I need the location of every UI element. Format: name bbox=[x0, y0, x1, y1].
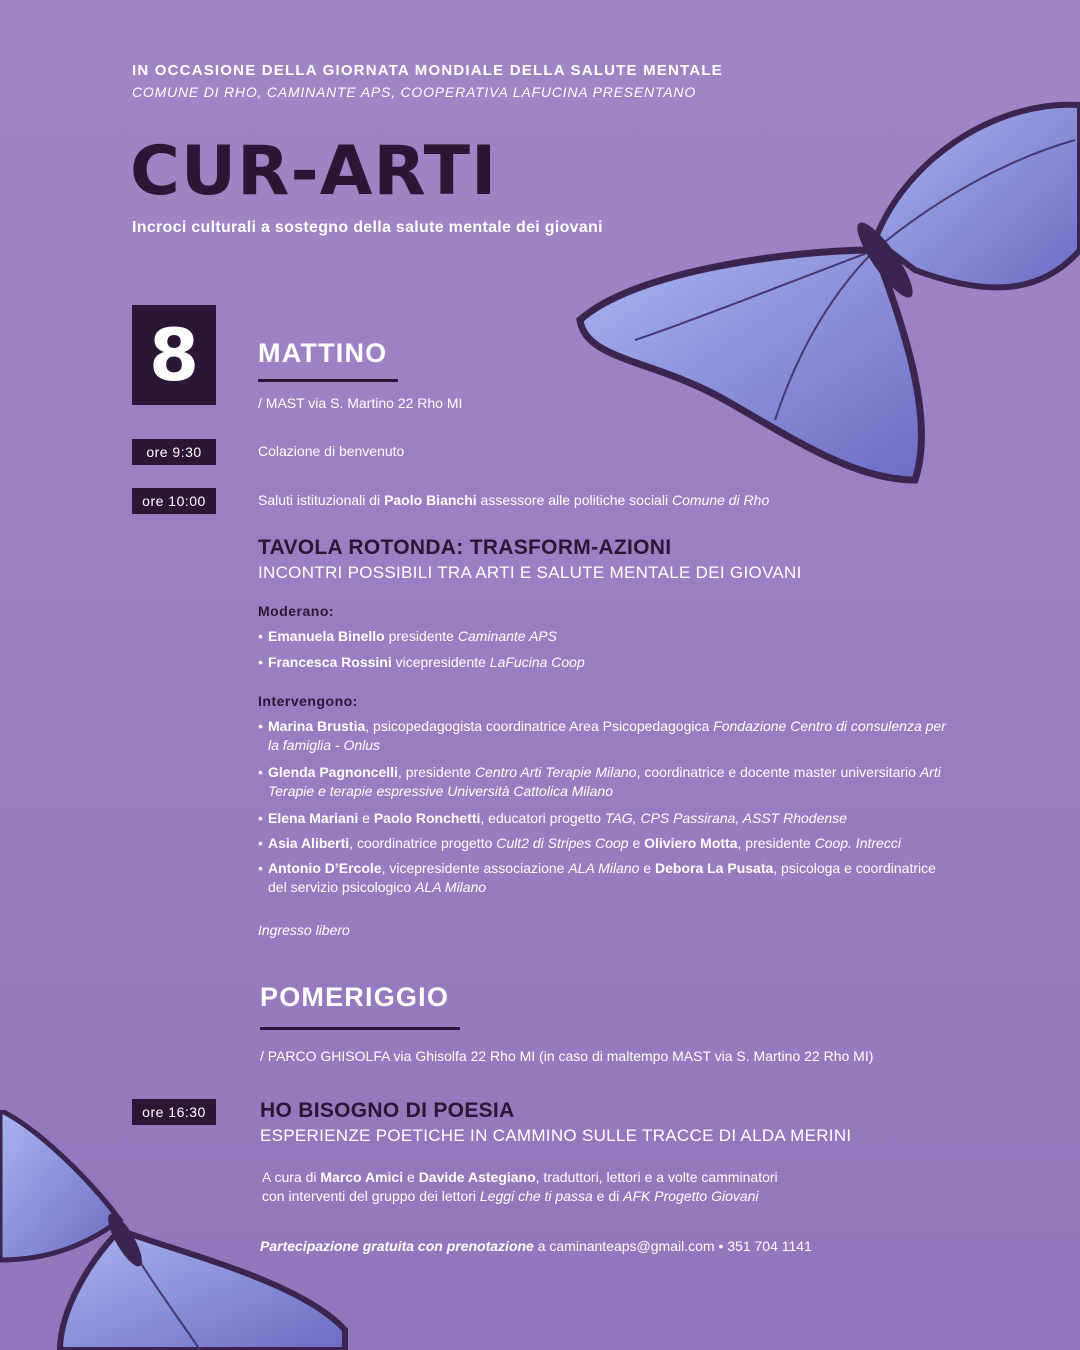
list-item: • Asia Aliberti, coordinatrice progetto Cult2 di Stripes Coop e Oliviero Motta, presidente Coop. Intrecci bbox=[258, 834, 958, 853]
afternoon-heading: POMERIGGIO bbox=[260, 982, 450, 1012]
time-badge: ore 9:30 bbox=[132, 439, 216, 465]
time-badge: ore 16:30 bbox=[132, 1099, 216, 1125]
roundtable-subtitle: INCONTRI POSSIBILI TRA ARTI E SALUTE MENTALE DEI GIOVANI bbox=[258, 563, 802, 582]
time-badge: ore 10:00 bbox=[132, 488, 216, 514]
list-item: • Antonio D’Ercole, vicepresidente associazione ALA Milano e Debora La Pusata, psicologa e coordinatrice del servizio psicologico ALA Milano bbox=[258, 859, 958, 897]
list-item: • Francesca Rossini vicepresidente LaFucina Coop bbox=[258, 653, 958, 672]
booking-info: Partecipazione gratuita con prenotazione a caminanteaps@gmail.com • 351 704 1141 bbox=[260, 1238, 812, 1254]
day-badge: 8 bbox=[132, 305, 216, 405]
moderators-label: Moderano: bbox=[258, 603, 335, 619]
list-item: • Emanuela Binello presidente Caminante APS bbox=[258, 627, 958, 646]
morning-heading: MATTINO bbox=[258, 338, 388, 368]
afternoon-rule bbox=[260, 1027, 460, 1030]
speakers-list bbox=[258, 717, 958, 897]
list-item: • Glenda Pagnoncelli, presidente Centro Arti Terapie Milano, coordinatrice e docente master universitario Arti Terapie e terapie espressive Università Cattolica Milano bbox=[258, 763, 958, 801]
butterfly-icon bbox=[0, 1110, 350, 1350]
speakers-label: Intervengono: bbox=[258, 693, 358, 709]
morning-rule bbox=[258, 379, 398, 382]
roundtable-title: TAVOLA ROTONDA: TRASFORM-AZIONI bbox=[258, 536, 672, 559]
schedule-item: Saluti istituzionali di Paolo Bianchi assessore alle politiche sociali Comune di Rho bbox=[258, 492, 770, 508]
event-subtitle: ESPERIENZE POETICHE IN CAMMINO SULLE TRACCE DI ALDA MERINI bbox=[260, 1126, 852, 1145]
butterfly-icon bbox=[575, 100, 1080, 490]
afternoon-location: / PARCO GHISOLFA via Ghisolfa 22 Rho MI (in caso di maltempo MAST via S. Martino 22 Rho MI) bbox=[260, 1048, 874, 1064]
event-description: A cura di Marco Amici e Davide Astegiano, traduttori, lettori e a volte camminatori con interventi del gruppo dei lettori Leggi che ti passa e di AFK Progetto Giovani bbox=[262, 1169, 778, 1204]
list-item: • Elena Mariani e Paolo Ronchetti, educatori progetto TAG, CPS Passirana, ASST Rhodense bbox=[258, 809, 958, 828]
event-title: HO BISOGNO DI POESIA bbox=[260, 1099, 515, 1122]
event-occasion: IN OCCASIONE DELLA GIORNATA MONDIALE DELLA SALUTE MENTALE bbox=[132, 62, 723, 79]
presenters: COMUNE DI RHO, CAMINANTE APS, COOPERATIVA LAFUCINA PRESENTANO bbox=[132, 84, 697, 100]
page-subtitle: Incroci culturali a sostegno della salute mentale dei giovani bbox=[132, 219, 603, 236]
entry-note: Ingresso libero bbox=[258, 922, 350, 938]
page-title: CUR-ARTI bbox=[130, 132, 498, 211]
morning-location: / MAST via S. Martino 22 Rho MI bbox=[258, 395, 463, 411]
schedule-item: Colazione di benvenuto bbox=[258, 443, 405, 459]
list-item: • Marina Brustia, psicopedagogista coordinatrice Area Psicopedagogica Fondazione Centro di consulenza per la famiglia - Onlus bbox=[258, 717, 958, 755]
moderators-list bbox=[258, 627, 958, 672]
